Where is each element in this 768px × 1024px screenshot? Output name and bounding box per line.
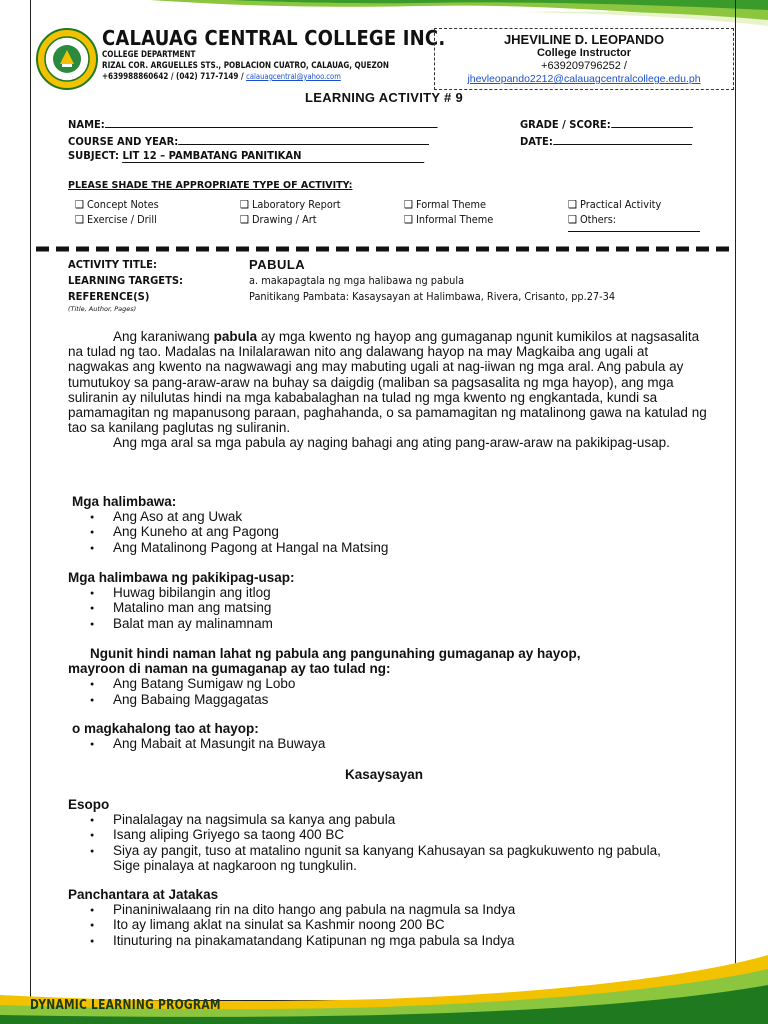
learning-activity-heading: LEARNING ACTIVITY # 9 xyxy=(305,90,463,105)
school-address: RIZAL COR. ARGUELLES STS., POBLACION CUATRO, CALAUAG, QUEZON xyxy=(102,61,389,71)
list-item: ● Matalino man ang matsing xyxy=(68,600,708,615)
conversation-heading: Mga halimbawa ng pakikipag-usap: xyxy=(68,570,295,585)
list-item: ● Ang Batang Sumigaw ng Lobo xyxy=(68,676,708,691)
activity-title-label: ACTIVITY TITLE: xyxy=(68,259,157,271)
name-blank[interactable] xyxy=(105,116,438,128)
course-year-blank[interactable] xyxy=(178,133,429,145)
school-phones: +639988860642 / (042) 717-7149 / xyxy=(102,72,244,82)
human-characters-heading: Ngunit hindi naman lahat ng pabula ang pangunahing gumaganap ay hayop, mayroon di naman na gumaganap ay tao tulad ng: xyxy=(68,646,581,677)
option-drawing-art[interactable]: ❑ Drawing / Art xyxy=(240,213,317,226)
learning-targets-value: a. makapagtala ng mga halibawa ng pabula xyxy=(249,275,465,287)
footer-swoosh-decoration xyxy=(0,955,768,1024)
intro-paragraph-2: Ang mga aral sa mga pabula ay naging bahagi ang ating pang-araw-araw na pakikipag-usap. xyxy=(113,435,670,451)
checkbox-icon[interactable]: ❑ xyxy=(568,213,578,226)
mixed-characters-heading: o magkahalong tao at hayop: xyxy=(72,721,259,736)
option-formal-theme[interactable]: ❑ Formal Theme xyxy=(404,198,487,211)
option-concept-notes[interactable]: ❑ Concept Notes xyxy=(75,198,159,211)
references-hint: (Title, Author, Pages) xyxy=(68,305,137,313)
dashed-separator xyxy=(36,246,734,252)
subject-label: SUBJECT: xyxy=(68,150,119,162)
grade-score-label: GRADE / SCORE: xyxy=(520,119,611,131)
list-item: ● Siya ay pangit, tuso at matalino ngunit sa kanyang Kahusayan sa pagkukuwento ng pabula, Sige pinalaya at nagkaroon ng tungkulin. xyxy=(68,843,683,873)
school-name: CALAUAG CENTRAL COLLEGE INC. xyxy=(102,26,446,50)
name-field[interactable] xyxy=(68,116,437,131)
school-email-link[interactable]: calauagcentral@yahoo.com xyxy=(246,72,341,81)
grade-score-field[interactable] xyxy=(520,116,692,131)
list-item: ● Ito ay limang aklat na sinulat sa Kashmir noong 200 BC xyxy=(68,917,708,932)
option-informal-theme[interactable]: ❑ Informal Theme xyxy=(404,213,494,226)
human-characters-section xyxy=(68,646,708,707)
course-year-label: COURSE AND YEAR: xyxy=(68,136,179,148)
date-field[interactable] xyxy=(520,133,692,148)
list-item: ● Ang Mabait at Masungit na Buwaya xyxy=(68,736,712,751)
checkbox-icon[interactable]: ❑ xyxy=(404,213,414,226)
option-practical-activity[interactable]: ❑ Practical Activity xyxy=(568,198,662,211)
list-item: ● Ang Aso at ang Uwak xyxy=(68,509,712,524)
option-exercise-drill[interactable]: ❑ Exercise / Drill xyxy=(75,213,157,226)
list-item: ● Pinaniniwalaang rin na dito hango ang pabula na nagmula sa Indya xyxy=(68,902,708,917)
list-item: ● Huwag bibilangin ang itlog xyxy=(68,585,708,600)
intro-paragraph: Ang karaniwang pabula ay mga kwento ng hayop ang gumaganap ngunit kumikilos at nagsasalita na tulad ng tao. Madalas na Inilalarawan nito ang dalawang hayop na may Magkaiba ang ugali at nagwakas ang kwento na nagwawagi ang may mabuting ugali at nag-iiwan ng mga aral. Ang pabula ay tumutukoy sa pang-araw-araw na buhay sa daigdig (maliban sa pagsasalita ng mga hayop), ang mga suliranin ay nilulutas hindi na mga kababalaghan na tulad ng mga kwento ng engkantada, kundi sa pamamagitan ng mapanusong paraan, paghahanda, o sa pamamagitan ng matalinong gawa na katulad ng tao sa kanilang paglutas ng suliranin. Ang mga aral sa mga pabula ay naging bahagi ang ating pang-araw-araw na pakikipag-usap. xyxy=(68,329,707,451)
esopo-heading: Esopo xyxy=(68,797,110,812)
date-label: DATE: xyxy=(520,136,553,148)
school-department: COLLEGE DEPARTMENT xyxy=(102,50,196,60)
list-item: ● Ang Matalinong Pagong at Hangal na Matsing xyxy=(68,540,712,555)
subject-field xyxy=(68,150,425,163)
dynamic-learning-program-label: DYNAMIC LEARNING PROGRAM xyxy=(30,998,221,1013)
panchantara-section xyxy=(68,887,708,948)
instructor-role: College Instructor xyxy=(536,47,632,59)
learning-targets-label: LEARNING TARGETS: xyxy=(68,275,184,287)
instructor-phone: +639209796252 / xyxy=(541,60,627,72)
school-logo xyxy=(36,28,98,90)
date-blank[interactable] xyxy=(553,133,692,145)
references-label: REFERENCE(S) xyxy=(68,291,150,303)
checkbox-icon[interactable]: ❑ xyxy=(568,198,578,211)
esopo-section xyxy=(68,797,708,873)
checkbox-icon[interactable]: ❑ xyxy=(75,213,85,226)
checkbox-icon[interactable]: ❑ xyxy=(404,198,414,211)
history-heading: Kasaysayan xyxy=(344,767,424,782)
conversation-section xyxy=(68,570,708,631)
name-label: NAME: xyxy=(68,119,105,131)
school-contact xyxy=(102,72,341,82)
examples-section xyxy=(72,494,712,555)
references-value: Panitikang Pambata: Kasaysayan at Halimbawa, Rivera, Crisanto, pp.27-34 xyxy=(249,291,616,303)
list-item: ● Isang aliping Griyego sa taong 400 BC xyxy=(68,827,708,842)
list-item: ● Ang Babaing Maggagatas xyxy=(68,692,708,707)
activity-type-title: PLEASE SHADE THE APPROPRIATE TYPE OF ACTIVITY: xyxy=(68,180,353,191)
checkbox-icon[interactable]: ❑ xyxy=(240,198,250,211)
list-item: ● Pinalalagay na nagsimula sa kanya ang pabula xyxy=(68,812,708,827)
course-year-field[interactable] xyxy=(68,133,429,148)
activity-title-value: PABULA xyxy=(249,257,306,272)
option-laboratory-report[interactable]: ❑ Laboratory Report xyxy=(240,198,341,211)
panchantara-heading: Panchantara at Jatakas xyxy=(68,887,219,902)
list-item: ● Balat man ay malinamnam xyxy=(68,616,708,631)
instructor-box xyxy=(434,28,734,90)
mixed-characters-section xyxy=(72,721,712,751)
list-item: ● Ang Kuneho at ang Pagong xyxy=(68,524,712,539)
instructor-name: JHEVILINE D. LEOPANDO xyxy=(503,32,665,47)
examples-heading: Mga halimbawa: xyxy=(72,494,177,509)
instructor-email-link[interactable]: jhevleopando2212@calauagcentralcollege.edu.ph xyxy=(467,73,701,85)
others-blank[interactable] xyxy=(568,231,700,232)
list-item: ● Itinuturing na pinakamatandang Katipunan ng mga pabula sa Indya xyxy=(68,933,708,948)
subject-value: LIT 12 – PAMBATANG PANITIKAN xyxy=(122,150,424,163)
checkbox-icon[interactable]: ❑ xyxy=(240,213,250,226)
grade-score-blank[interactable] xyxy=(611,116,693,128)
option-others[interactable]: ❑ Others: xyxy=(568,213,617,226)
pabula-term: pabula xyxy=(213,329,258,344)
checkbox-icon[interactable]: ❑ xyxy=(75,198,85,211)
